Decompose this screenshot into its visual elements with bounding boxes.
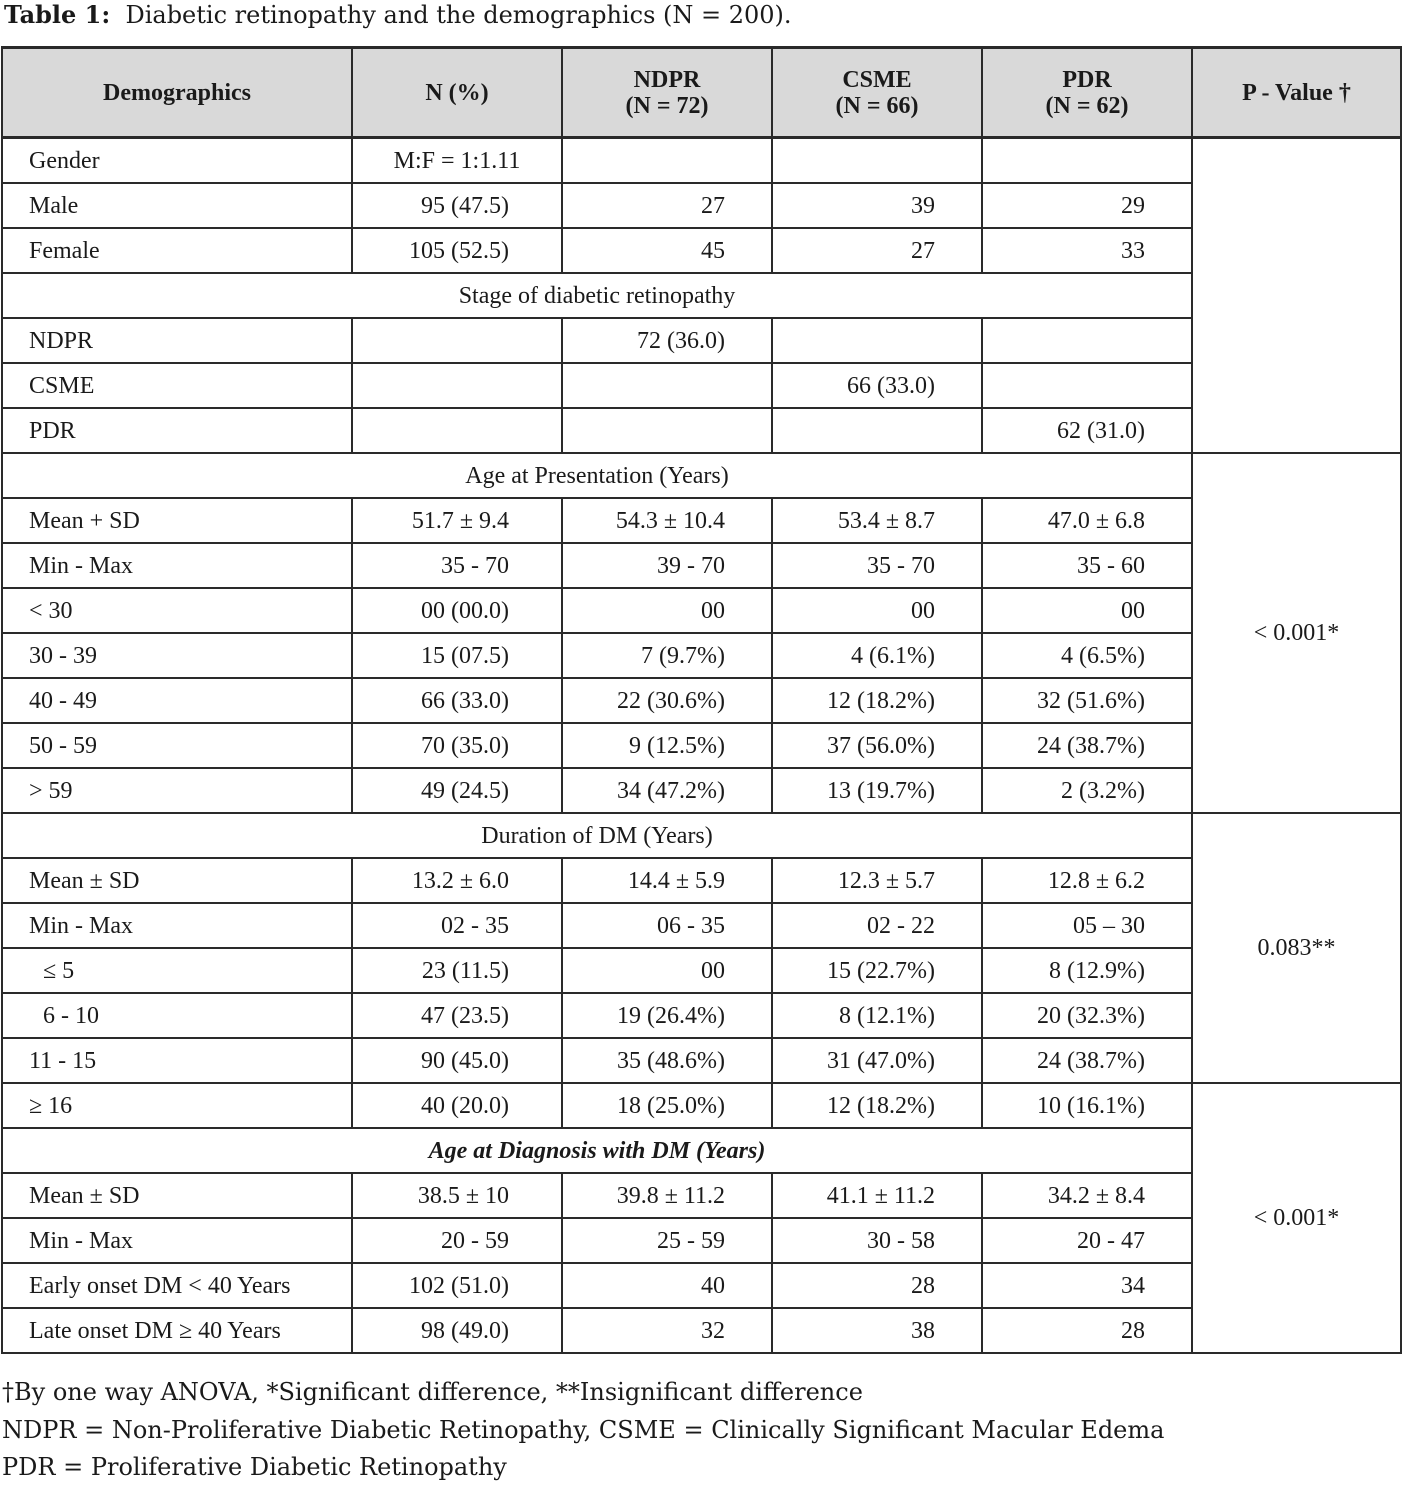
header-ndpr: NDPR (N = 72) bbox=[562, 48, 772, 138]
cell-n: 66 (33.0) bbox=[352, 678, 562, 723]
cell-ndpr: 27 bbox=[562, 183, 772, 228]
row-label: 11 - 15 bbox=[2, 1038, 352, 1083]
cell-csme: 00 bbox=[772, 588, 982, 633]
cell-p-value-empty bbox=[1192, 138, 1401, 454]
cell-n: 49 (24.5) bbox=[352, 768, 562, 813]
cell-csme: 13 (19.7%) bbox=[772, 768, 982, 813]
footnotes bbox=[2, 1374, 1164, 1487]
cell-pdr: 34.2 ± 8.4 bbox=[982, 1173, 1192, 1218]
row-label: > 59 bbox=[2, 768, 352, 813]
p-value-age-presentation: < 0.001* bbox=[1192, 453, 1401, 813]
cell-pdr: 32 (51.6%) bbox=[982, 678, 1192, 723]
header-p-value: P - Value † bbox=[1192, 48, 1401, 138]
cell-ndpr: 54.3 ± 10.4 bbox=[562, 498, 772, 543]
cell-n: 102 (51.0) bbox=[352, 1263, 562, 1308]
section-row bbox=[2, 813, 1401, 858]
cell-n: 47 (23.5) bbox=[352, 993, 562, 1038]
table-row bbox=[2, 1218, 1401, 1263]
table-row bbox=[2, 858, 1401, 903]
row-label: 30 - 39 bbox=[2, 633, 352, 678]
cell-csme: 27 bbox=[772, 228, 982, 273]
table-row bbox=[2, 363, 1401, 408]
cell-ndpr: 39 - 70 bbox=[562, 543, 772, 588]
cell-csme: 02 - 22 bbox=[772, 903, 982, 948]
cell-csme: 4 (6.1%) bbox=[772, 633, 982, 678]
cell-pdr: 35 - 60 bbox=[982, 543, 1192, 588]
table-row bbox=[2, 993, 1401, 1038]
caption-label: Table 1: bbox=[4, 0, 111, 29]
cell-n: 70 (35.0) bbox=[352, 723, 562, 768]
cell-ndpr: 19 (26.4%) bbox=[562, 993, 772, 1038]
cell-n: 40 (20.0) bbox=[352, 1083, 562, 1128]
header-demographics: Demographics bbox=[2, 48, 352, 138]
cell-pdr: 47.0 ± 6.8 bbox=[982, 498, 1192, 543]
cell-pdr: 00 bbox=[982, 588, 1192, 633]
row-label: 40 - 49 bbox=[2, 678, 352, 723]
cell-n: 13.2 ± 6.0 bbox=[352, 858, 562, 903]
cell-n: 35 - 70 bbox=[352, 543, 562, 588]
table-caption bbox=[4, 0, 792, 29]
table-row bbox=[2, 723, 1401, 768]
table-row bbox=[2, 633, 1401, 678]
table-row bbox=[2, 498, 1401, 543]
section-row bbox=[2, 273, 1401, 318]
footnote-statistics: †By one way ANOVA, *Significant difference, **Insignificant difference bbox=[2, 1378, 863, 1406]
cell-ndpr bbox=[562, 138, 772, 184]
demographics-table bbox=[1, 46, 1402, 1354]
cell-n: 38.5 ± 10 bbox=[352, 1173, 562, 1218]
row-label: Mean ± SD bbox=[2, 1173, 352, 1218]
cell-pdr: 8 (12.9%) bbox=[982, 948, 1192, 993]
cell-ndpr: 45 bbox=[562, 228, 772, 273]
row-label: 50 - 59 bbox=[2, 723, 352, 768]
cell-n: 105 (52.5) bbox=[352, 228, 562, 273]
cell-csme: 66 (33.0) bbox=[772, 363, 982, 408]
row-label: NDPR bbox=[2, 318, 352, 363]
cell-n bbox=[352, 408, 562, 453]
cell-csme bbox=[772, 318, 982, 363]
cell-pdr: 28 bbox=[982, 1308, 1192, 1353]
row-label: ≥ 16 bbox=[2, 1083, 352, 1128]
cell-csme: 37 (56.0%) bbox=[772, 723, 982, 768]
cell-ndpr: 9 (12.5%) bbox=[562, 723, 772, 768]
row-label: < 30 bbox=[2, 588, 352, 633]
cell-csme: 12.3 ± 5.7 bbox=[772, 858, 982, 903]
table-row bbox=[2, 1083, 1401, 1128]
cell-pdr: 24 (38.7%) bbox=[982, 1038, 1192, 1083]
table-row bbox=[2, 678, 1401, 723]
cell-csme bbox=[772, 138, 982, 184]
cell-ndpr: 25 - 59 bbox=[562, 1218, 772, 1263]
p-value-duration: 0.083** bbox=[1192, 813, 1401, 1083]
cell-csme: 39 bbox=[772, 183, 982, 228]
cell-pdr: 10 (16.1%) bbox=[982, 1083, 1192, 1128]
cell-csme: 38 bbox=[772, 1308, 982, 1353]
cell-csme: 28 bbox=[772, 1263, 982, 1308]
cell-ndpr: 18 (25.0%) bbox=[562, 1083, 772, 1128]
table-row bbox=[2, 903, 1401, 948]
cell-n: 00 (00.0) bbox=[352, 588, 562, 633]
cell-ndpr: 00 bbox=[562, 948, 772, 993]
cell-n bbox=[352, 318, 562, 363]
cell-pdr bbox=[982, 318, 1192, 363]
cell-pdr: 29 bbox=[982, 183, 1192, 228]
cell-pdr: 20 (32.3%) bbox=[982, 993, 1192, 1038]
row-label: Late onset DM ≥ 40 Years bbox=[2, 1308, 352, 1353]
row-label: Female bbox=[2, 228, 352, 273]
cell-ndpr bbox=[562, 363, 772, 408]
table-row bbox=[2, 1173, 1401, 1218]
footnote-pdr: PDR = Proliferative Diabetic Retinopathy bbox=[2, 1453, 507, 1481]
cell-n: 95 (47.5) bbox=[352, 183, 562, 228]
cell-ndpr: 34 (47.2%) bbox=[562, 768, 772, 813]
section-title-age-diagnosis: Age at Diagnosis with DM (Years) bbox=[2, 1128, 1192, 1173]
cell-ndpr: 14.4 ± 5.9 bbox=[562, 858, 772, 903]
cell-n: 15 (07.5) bbox=[352, 633, 562, 678]
cell-ndpr: 7 (9.7%) bbox=[562, 633, 772, 678]
cell-csme: 15 (22.7%) bbox=[772, 948, 982, 993]
cell-ndpr: 39.8 ± 11.2 bbox=[562, 1173, 772, 1218]
row-label: Min - Max bbox=[2, 543, 352, 588]
row-label: Early onset DM < 40 Years bbox=[2, 1263, 352, 1308]
cell-n: 51.7 ± 9.4 bbox=[352, 498, 562, 543]
cell-csme: 53.4 ± 8.7 bbox=[772, 498, 982, 543]
cell-pdr: 2 (3.2%) bbox=[982, 768, 1192, 813]
cell-csme: 12 (18.2%) bbox=[772, 678, 982, 723]
table-row bbox=[2, 948, 1401, 993]
cell-csme: 30 - 58 bbox=[772, 1218, 982, 1263]
cell-n: 90 (45.0) bbox=[352, 1038, 562, 1083]
cell-csme: 12 (18.2%) bbox=[772, 1083, 982, 1128]
section-title-duration: Duration of DM (Years) bbox=[2, 813, 1192, 858]
row-label: ≤ 5 bbox=[2, 948, 352, 993]
cell-ndpr: 00 bbox=[562, 588, 772, 633]
cell-n: 23 (11.5) bbox=[352, 948, 562, 993]
cell-ndpr: 32 bbox=[562, 1308, 772, 1353]
section-row bbox=[2, 1128, 1401, 1173]
cell-n: M:F = 1:1.11 bbox=[352, 138, 562, 184]
cell-csme: 8 (12.1%) bbox=[772, 993, 982, 1038]
table-row bbox=[2, 138, 1401, 184]
cell-ndpr: 22 (30.6%) bbox=[562, 678, 772, 723]
table-row bbox=[2, 408, 1401, 453]
cell-ndpr: 72 (36.0) bbox=[562, 318, 772, 363]
cell-pdr: 62 (31.0) bbox=[982, 408, 1192, 453]
footnote-abbreviations: NDPR = Non-Proliferative Diabetic Retinopathy, CSME = Clinically Significant Macular Edema bbox=[2, 1415, 1165, 1444]
row-label: Mean ± SD bbox=[2, 858, 352, 903]
table-row bbox=[2, 588, 1401, 633]
cell-csme: 41.1 ± 11.2 bbox=[772, 1173, 982, 1218]
table-row bbox=[2, 1308, 1401, 1353]
row-label: Gender bbox=[2, 138, 352, 184]
cell-n: 02 - 35 bbox=[352, 903, 562, 948]
cell-pdr: 4 (6.5%) bbox=[982, 633, 1192, 678]
header-pdr: PDR (N = 62) bbox=[982, 48, 1192, 138]
cell-pdr: 20 - 47 bbox=[982, 1218, 1192, 1263]
caption-text: Diabetic retinopathy and the demographics (N = 200). bbox=[125, 1, 792, 29]
cell-pdr: 05 – 30 bbox=[982, 903, 1192, 948]
cell-n: 20 - 59 bbox=[352, 1218, 562, 1263]
cell-csme: 31 (47.0%) bbox=[772, 1038, 982, 1083]
table-row bbox=[2, 183, 1401, 228]
cell-ndpr: 40 bbox=[562, 1263, 772, 1308]
cell-pdr: 33 bbox=[982, 228, 1192, 273]
cell-pdr: 24 (38.7%) bbox=[982, 723, 1192, 768]
section-title-age-presentation: Age at Presentation (Years) bbox=[2, 453, 1192, 498]
cell-ndpr bbox=[562, 408, 772, 453]
cell-ndpr: 35 (48.6%) bbox=[562, 1038, 772, 1083]
table-row bbox=[2, 768, 1401, 813]
table-row bbox=[2, 543, 1401, 588]
cell-csme bbox=[772, 408, 982, 453]
section-title-stage: Stage of diabetic retinopathy bbox=[2, 273, 1192, 318]
row-label: PDR bbox=[2, 408, 352, 453]
table-row bbox=[2, 228, 1401, 273]
row-label: Mean + SD bbox=[2, 498, 352, 543]
cell-pdr bbox=[982, 363, 1192, 408]
p-value-age-diagnosis: < 0.001* bbox=[1192, 1083, 1401, 1353]
cell-pdr: 34 bbox=[982, 1263, 1192, 1308]
table-row bbox=[2, 1263, 1401, 1308]
cell-ndpr: 06 - 35 bbox=[562, 903, 772, 948]
cell-n bbox=[352, 363, 562, 408]
row-label: Min - Max bbox=[2, 903, 352, 948]
row-label: Min - Max bbox=[2, 1218, 352, 1263]
header-csme: CSME (N = 66) bbox=[772, 48, 982, 138]
cell-csme: 35 - 70 bbox=[772, 543, 982, 588]
table-row bbox=[2, 318, 1401, 363]
cell-n: 98 (49.0) bbox=[352, 1308, 562, 1353]
cell-pdr: 12.8 ± 6.2 bbox=[982, 858, 1192, 903]
table-row bbox=[2, 1038, 1401, 1083]
section-row bbox=[2, 453, 1401, 498]
cell-pdr bbox=[982, 138, 1192, 184]
row-label: CSME bbox=[2, 363, 352, 408]
row-label: Male bbox=[2, 183, 352, 228]
header-row bbox=[2, 48, 1401, 138]
row-label: 6 - 10 bbox=[2, 993, 352, 1038]
header-n-percent: N (%) bbox=[352, 48, 562, 138]
